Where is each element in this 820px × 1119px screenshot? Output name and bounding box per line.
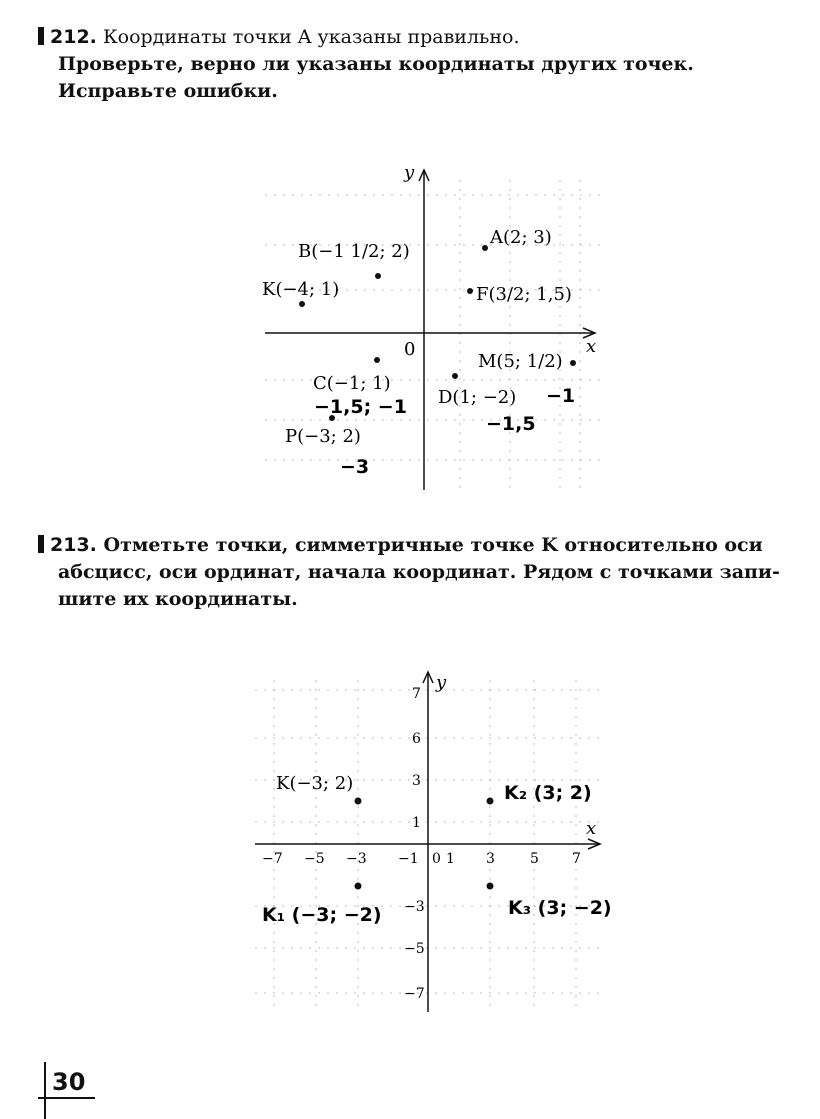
- point-a: [482, 245, 488, 251]
- point-m: [570, 360, 576, 366]
- label-f: F(3/2; 1,5): [476, 284, 572, 305]
- label-k1: K₁ (−3; −2): [262, 904, 382, 926]
- task-text: Координаты точки A указаны правильно.: [102, 26, 520, 48]
- point-k3: [487, 883, 494, 890]
- y-tick: 1: [412, 815, 421, 831]
- x-tick: 1: [446, 851, 455, 867]
- task-text: Отметьте точки, симметричные точке K относительно оси: [103, 534, 763, 556]
- point-c: [374, 357, 380, 363]
- task-marker: [38, 535, 44, 553]
- task-213-line-2: абсцисс, оси ординат, начала координат. Рядом с точками запи-: [58, 561, 780, 583]
- label-k: K(−4; 1): [262, 279, 340, 300]
- label-a: A(2; 3): [490, 227, 552, 248]
- y-axis-label: y: [404, 162, 415, 183]
- label-k3: K₃ (3; −2): [508, 897, 612, 919]
- x-tick: −7: [262, 851, 283, 867]
- label-p: P(−3; 2): [285, 426, 361, 447]
- task-212-line-2: Проверьте, верно ли указаны координаты других точек.: [58, 53, 694, 75]
- point-k1: [355, 883, 362, 890]
- label-k: K(−3; 2): [276, 773, 354, 794]
- x-axis-label: x: [586, 336, 597, 357]
- point-k2: [487, 798, 494, 805]
- label-m: M(5; 1/2): [478, 351, 563, 372]
- task-213: [38, 532, 808, 613]
- label-d: D(1; −2): [438, 387, 517, 408]
- correction-d-x: −1,5: [486, 413, 536, 435]
- y-axis-label: y: [436, 672, 447, 693]
- x-axis-label: x: [586, 818, 597, 839]
- origin-label: 0: [404, 339, 416, 360]
- y-tick: 6: [412, 731, 421, 747]
- label-k2: K₂ (3; 2): [504, 782, 592, 804]
- x-tick: 7: [572, 851, 581, 867]
- point-k: [355, 798, 362, 805]
- label-c: C(−1; 1): [313, 373, 391, 394]
- y-tick: 7: [412, 686, 421, 702]
- task-213-line-1: [38, 532, 808, 559]
- point-k: [299, 301, 305, 307]
- task-212-line-3: Исправьте ошибки.: [58, 80, 278, 102]
- point-b: [375, 273, 381, 279]
- y-tick: −5: [404, 941, 425, 957]
- chart-213: [255, 672, 612, 1012]
- correction-c: −1,5; −1: [314, 396, 407, 418]
- y-tick: −3: [404, 899, 425, 915]
- point-d: [452, 373, 458, 379]
- x-tick: 5: [530, 851, 539, 867]
- x-tick: 0: [432, 851, 441, 867]
- page-number: 30: [52, 1068, 86, 1096]
- chart-212: [262, 162, 600, 490]
- y-tick: −7: [404, 986, 425, 1002]
- point-f: [467, 288, 473, 294]
- task-number: 212.: [50, 26, 97, 48]
- correction-d-y: −1: [546, 385, 576, 407]
- task-213-line-3: шите их координаты.: [58, 588, 298, 610]
- label-b: B(−1 1/2; 2): [298, 241, 410, 262]
- x-tick: −1: [398, 851, 419, 867]
- correction-p: −3: [340, 456, 370, 478]
- task-number: 213.: [50, 534, 97, 556]
- x-tick: 3: [486, 851, 495, 867]
- x-tick: −5: [304, 851, 325, 867]
- x-tick: −3: [346, 851, 367, 867]
- y-tick: 3: [412, 773, 421, 789]
